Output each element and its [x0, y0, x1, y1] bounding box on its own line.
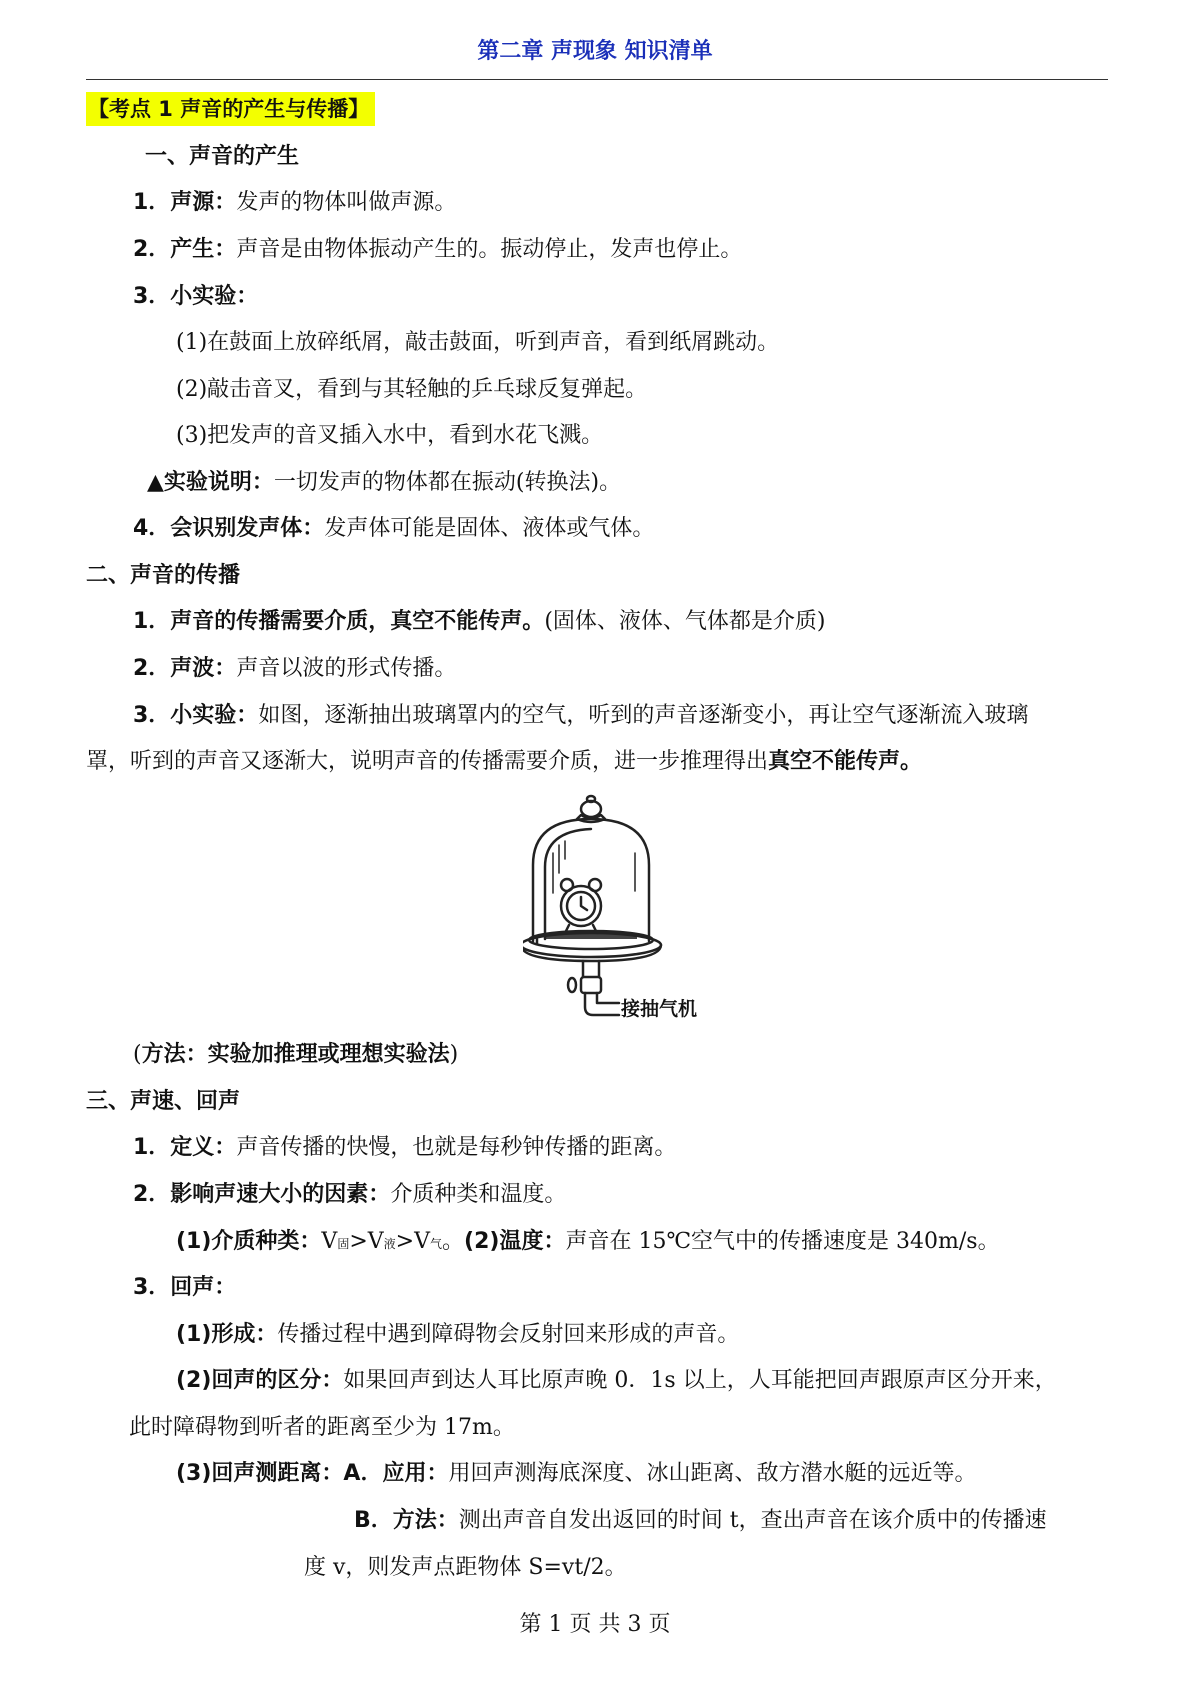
s2-item2: 2．声波：声音以波的形式传播。 — [133, 656, 457, 681]
page-footer: 第 1 页 共 3 页 — [519, 1612, 671, 1637]
s3-item2-detail: (1)介质种类：V固>V液>V气。(2)温度：声音在 15℃空气中的传播速度是 340m/s。 — [176, 1229, 1000, 1254]
s3-echo-distinguish-line2: 此时障碍物到听者的距离至少为 17m。 — [129, 1415, 515, 1440]
s1-exp1: (1)在鼓面上放碎纸屑，敲击鼓面，听到声音，看到纸屑跳动。 — [176, 330, 780, 355]
s1-exp2: (2)敲击音叉，看到与其轻触的乒乓球反复弹起。 — [176, 377, 648, 402]
s1-note: ▲实验说明：一切发声的物体都在振动(转换法)。 — [147, 470, 622, 495]
header-divider — [86, 79, 1108, 80]
s2-item3-line1: 3．小实验：如图，逐渐抽出玻璃罩内的空气，听到的声音逐渐变小，再让空气逐渐流入玻璃 — [133, 703, 1029, 728]
page-title: 第二章 声现象 知识清单 — [477, 39, 713, 64]
bell-jar-figure — [523, 793, 733, 1033]
s1-item1: 1．声源：发声的物体叫做声源。 — [133, 190, 457, 215]
section3-heading: 三、声速、回声 — [86, 1089, 241, 1114]
s3-echo-ranging-method-line1: B．方法：测出声音自发出返回的时间 t，查出声音在该介质中的传播速 — [354, 1508, 1047, 1533]
s1-exp3: (3)把发声的音叉插入水中，看到水花飞溅。 — [176, 423, 604, 448]
s2-item1: 1．声音的传播需要介质，真空不能传声。(固体、液体、气体都是介质) — [133, 609, 826, 634]
s1-item2: 2．产生：声音是由物体振动产生的。振动停止，发声也停止。 — [133, 237, 743, 262]
s2-item3-line2: 罩，听到的声音又逐渐大，说明声音的传播需要介质，进一步推理得出真空不能传声。 — [86, 749, 923, 774]
s2-method: (方法：实验加推理或理想实验法) — [133, 1042, 459, 1067]
vacuum-pump-label: 接抽气机 — [621, 998, 698, 1020]
s3-echo-ranging-use: (3)回声测距离：A．应用：用回声测海底深度、冰山距离、敌方潜水艇的远近等。 — [176, 1461, 977, 1486]
s3-item2: 2．影响声速大小的因素：介质种类和温度。 — [133, 1182, 567, 1207]
s1-item4: 4．会识别发声体：发声体可能是固体、液体或气体。 — [133, 516, 655, 541]
s3-echo-formation: (1)形成：传播过程中遇到障碍物会反射回来形成的声音。 — [176, 1322, 740, 1347]
s3-item3: 3．回声： — [133, 1275, 237, 1300]
kaodian-highlight: 【考点 1 声音的产生与传播】 — [86, 92, 375, 126]
section1-heading: 一、声音的产生 — [145, 144, 300, 169]
s3-echo-ranging-method-line2: 度 v，则发声点距物体 S=vt/2。 — [304, 1555, 627, 1580]
s3-item1: 1．定义：声音传播的快慢，也就是每秒钟传播的距离。 — [133, 1135, 677, 1160]
section2-heading: 二、声音的传播 — [86, 563, 241, 588]
s1-item3: 3．小实验： — [133, 284, 259, 309]
s3-echo-distinguish-line1: (2)回声的区分：如果回声到达人耳比原声晚 0．1s 以上，人耳能把回声跟原声区分开来， — [176, 1368, 1057, 1393]
